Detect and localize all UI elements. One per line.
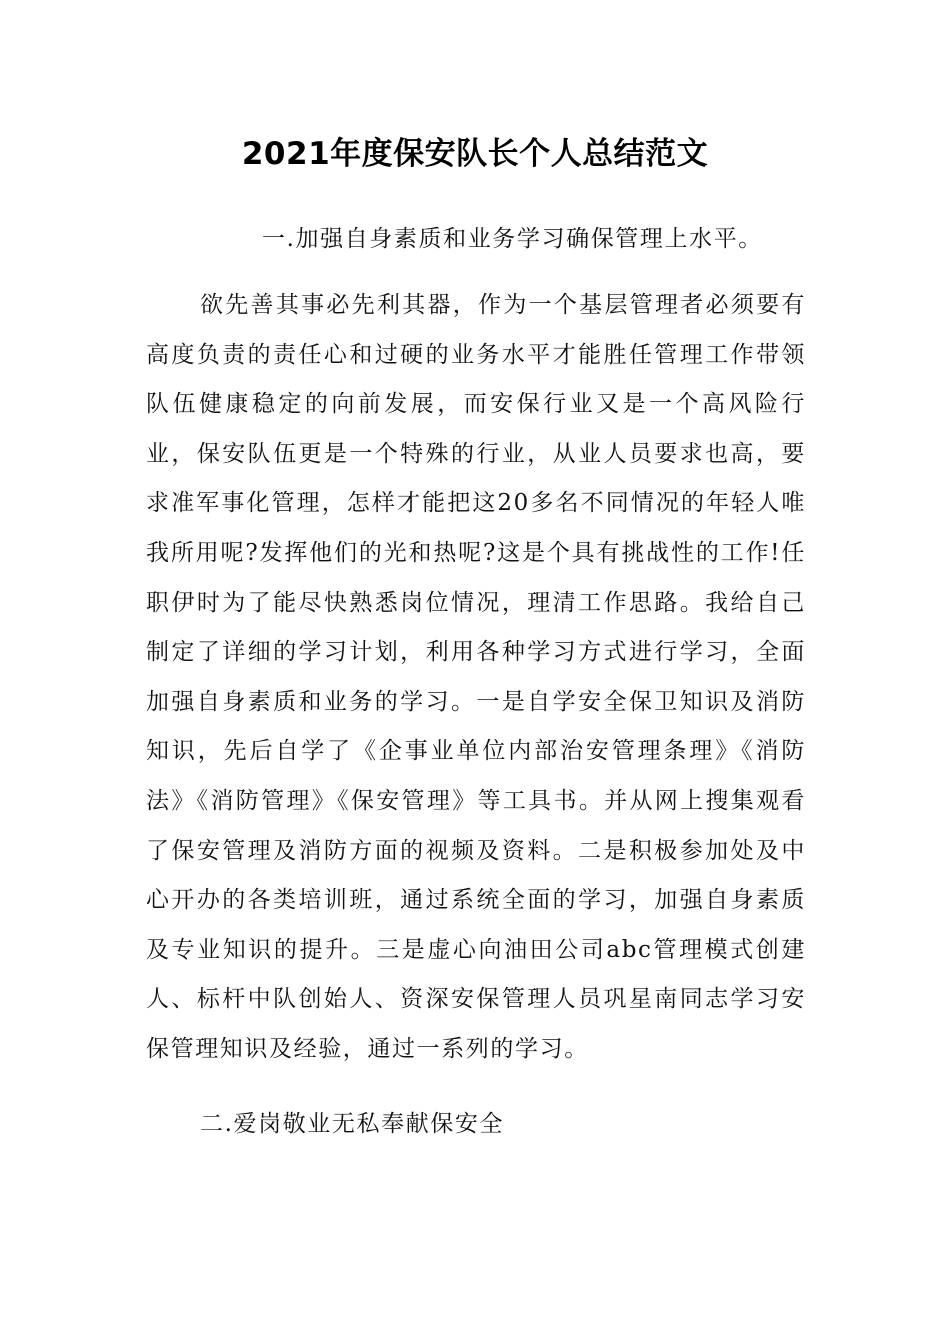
section-heading-1: 一.加强自身素质和业务学习确保管理上水平。 xyxy=(262,226,763,252)
section-paragraph-1: 欲先善其事必先利其器，作为一个基层管理者必须要有高度负责的责任心和过硬的业务水平才能胜任管理工作带领队伍健康稳定的向前发展，而安保行业又是一个高风险行业，保安队伍更是一个特殊的行业，从业人员要求也高，要求准军事化管理，怎样才能把这20多名不同情况的年轻人唯我所用呢?发挥他们的光和热呢?这是个具有挑战性的工作!任职伊时为了能尽快熟悉岗位情况，理清工作思路。我给自己制定了详细的学习计划，利用各种学习方式进行学习，全面加强自身素质和业务的学习。一是自学安全保卫知识及消防知识，先后自学了《企事业单位内部治安管理条理》《消防法》《消防管理》《保安管理》等工具书。并从网上搜集观看了保安管理及消防方面的视频及资料。二是积极参加处及中心开办的各类培训班，通过系统全面的学习，加强自身素质及专业知识的提升。三是虚心向油田公司abc管理模式创建人、标杆中队创始人、资深安保管理人员巩星南同志学习安保管理知识及经验，通过一系列的学习。 xyxy=(146,292,806,1062)
document-title: 2021年度保安队长个人总结范文 xyxy=(241,136,709,172)
section-heading-2: 二.爱岗敬业无私奉献保安全 xyxy=(200,1111,505,1137)
